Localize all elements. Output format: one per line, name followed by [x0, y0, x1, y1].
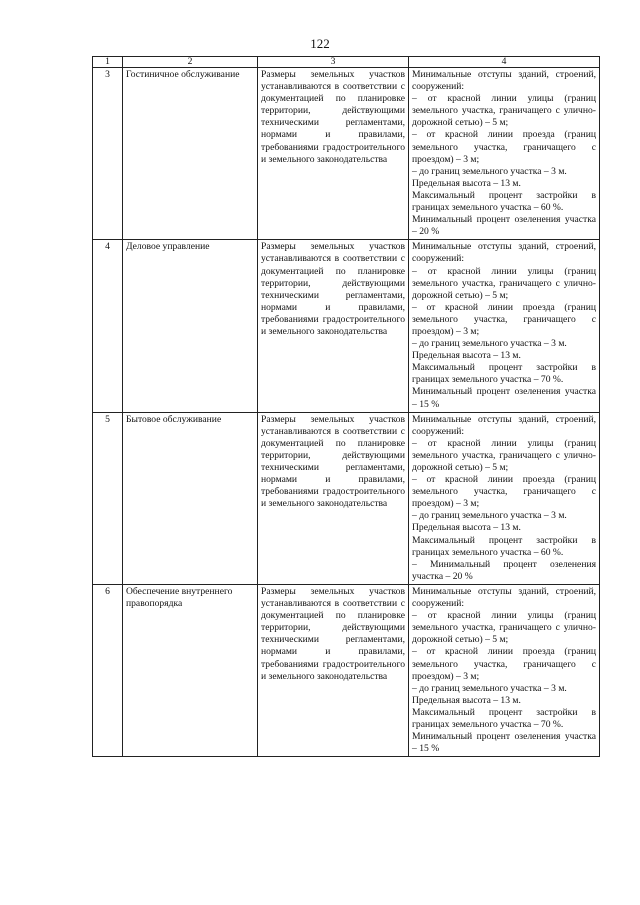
row-number: 5: [93, 412, 123, 584]
plot-size-paragraph: Размеры земельных участков устанавливаются в соответствии с документацией по планировке территории, действующими техническими регламентами, нормами и правилами, требованиями градостроительного и земельного законодательства: [261, 69, 405, 165]
param-line: Минимальный процент озеленения участка – 15 %: [412, 386, 596, 410]
param-line: Минимальные отступы зданий, строений, сооружений:: [412, 241, 596, 265]
use-type-name: Гостиничное обслуживание: [123, 68, 258, 240]
header-cell-3: 3: [258, 57, 409, 68]
param-line: – Минимальный процент озеленения участка – 20 %: [412, 558, 596, 582]
param-line: – до границ земельного участка – 3 м.: [412, 682, 567, 694]
param-line: – до границ земельного участка – 3 м.: [412, 338, 567, 350]
row-number: 3: [93, 68, 123, 240]
param-line: Предельная высота – 13 м.: [412, 177, 521, 189]
param-line: – от красной линии проезда (границ земельного участка, граничащего с проездом) – 3 м;: [412, 129, 596, 165]
row-number: 4: [93, 240, 123, 412]
param-line: Предельная высота – 13 м.: [412, 522, 521, 534]
param-line: Минимальные отступы зданий, строений, сооружений:: [412, 69, 596, 93]
param-line: – от красной линии улицы (границ земельного участка, граничащего с улично-дорожной сетью) – 5 м;: [412, 437, 596, 473]
regulations-table: [92, 56, 600, 757]
param-line: – от красной линии улицы (границ земельного участка, граничащего с улично-дорожной сетью) – 5 м;: [412, 265, 596, 301]
parameters-cell: [409, 584, 600, 756]
table-row: [93, 240, 600, 412]
header-cell-4: 4: [409, 57, 600, 68]
plot-size-paragraph: Размеры земельных участков устанавливаются в соответствии с документацией по планировке территории, действующими техническими регламентами, нормами и правилами, требованиями градостроительного и земельного законодательства: [261, 585, 405, 682]
parameters-cell: [409, 240, 600, 412]
parameters-cell: [409, 412, 600, 584]
header-cell-1: 1: [93, 57, 123, 68]
plot-size-paragraph: Размеры земельных участков устанавливаются в соответствии с документацией по планировке территории, действующими техническими регламентами, нормами и правилами, требованиями градостроительного и земельного законодательства: [261, 413, 405, 510]
plot-size-text: [258, 240, 409, 412]
parameters-cell: [409, 68, 600, 240]
param-line: – от красной линии улицы (границ земельного участка, граничащего с улично-дорожной сетью) – 5 м;: [412, 93, 596, 129]
param-line: Предельная высота – 13 м.: [412, 350, 521, 362]
param-line: – от красной линии проезда (границ земельного участка, граничащего с проездом) – 3 м;: [412, 301, 596, 337]
param-line: Минимальные отступы зданий, строений, сооружений:: [412, 413, 596, 437]
param-line: – до границ земельного участка – 3 м.: [412, 510, 567, 522]
use-type-name: Обеспечение внутреннего правопорядка: [123, 584, 258, 756]
plot-size-paragraph: Размеры земельных участков устанавливаются в соответствии с документацией по планировке территории, действующими техническими регламентами, нормами и правилами, требованиями градостроительного и земельного законодательства: [261, 241, 405, 337]
param-line: Минимальный процент озеленения участка – 20 %: [412, 214, 596, 238]
param-line: Максимальный процент застройки в границах земельного участка – 60 %.: [412, 534, 596, 558]
param-line: – от красной линии улицы (границ земельного участка, граничащего с улично-дорожной сетью) – 5 м;: [412, 610, 596, 646]
param-line: Максимальный процент застройки в границах земельного участка – 60 %.: [412, 189, 596, 214]
param-line: Максимальный процент застройки в границах земельного участка – 70 %.: [412, 706, 596, 730]
param-line: – от красной линии проезда (границ земельного участка, граничащего с проездом) – 3 м;: [412, 474, 596, 510]
param-line: Предельная высота – 13 м.: [412, 694, 521, 706]
header-cell-2: 2: [123, 57, 258, 68]
page-number: 122: [310, 36, 330, 51]
param-line: – от красной линии проезда (границ земельного участка, граничащего с проездом) – 3 м;: [412, 646, 596, 682]
param-line: – до границ земельного участка – 3 м.: [412, 165, 567, 177]
plot-size-text: [258, 584, 409, 756]
param-line: Максимальный процент застройки в границах земельного участка – 70 %.: [412, 362, 596, 386]
plot-size-text: [258, 68, 409, 240]
plot-size-text: [258, 412, 409, 584]
param-line: Минимальные отступы зданий, строений, сооружений:: [412, 585, 596, 610]
table-row: [93, 412, 600, 584]
use-type-name: Деловое управление: [123, 240, 258, 412]
table-row: [93, 584, 600, 756]
param-line: Минимальный процент озеленения участка – 15 %: [412, 731, 596, 755]
row-number: 6: [93, 584, 123, 756]
table-row: [93, 68, 600, 240]
use-type-name: Бытовое обслуживание: [123, 412, 258, 584]
table-header-row: [93, 57, 600, 68]
